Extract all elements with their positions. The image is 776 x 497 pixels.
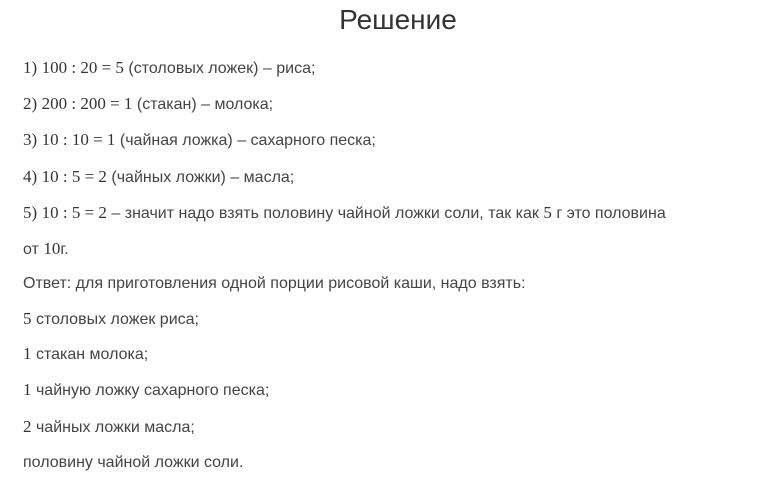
answer-item-1 [23,302,763,337]
answer-item-2 [23,336,763,372]
step-expression: 10 : 5 = 2 [41,166,107,186]
answer-text: стакан молока; [35,346,149,364]
answer-number: 2 [23,416,32,436]
step-number: 4) [23,166,38,186]
step-number: 1) [23,58,38,77]
solution-step-5 [23,195,763,231]
solution-body [23,50,763,481]
step-expression: 5 [543,202,552,222]
step-expression: 10 [43,238,61,258]
step-number: 5) [23,202,38,222]
answer-text: столовых ложек риса; [35,310,199,328]
step-text: (чайных ложки) – масла; [111,168,295,186]
step-text: – значит надо взять половину чайной ложки соли, так как [111,204,539,222]
step-text: (стакан) – молока; [136,96,274,114]
answer-item-5 [23,445,763,481]
step-text: (чайная ложка) – сахарного песка; [119,132,376,150]
answer-item-4 [23,409,763,445]
step-expression: 10 : 10 = 1 [41,130,116,150]
step-text: (столовых ложек) – риса; [128,60,316,77]
answer-text: чайных ложки масла; [35,418,195,436]
step-number: 3) [23,130,38,150]
answer-text: половину чайной ложки соли. [23,453,244,471]
solution-step-1 [23,50,763,86]
answer-item-3 [23,372,763,408]
solution-step-3 [23,122,763,158]
page-title: Решение [339,4,457,35]
solution-step-2 [23,86,763,122]
answer-intro: Ответ: для приготовления одной порции рисовой каши, надо взять: [23,275,526,293]
step-expression: 200 : 200 = 1 [41,94,133,114]
answer-number: 5 [23,308,32,328]
step-text: от [23,240,39,258]
answer-text: чайную ложку сахарного песка; [35,382,270,400]
step-text: г это половина [556,204,666,222]
step-text: г. [60,240,69,258]
solution-step-4 [23,159,763,195]
answer-number: 1 [23,344,32,364]
step-expression: 10 : 5 = 2 [41,202,107,222]
answer-number: 1 [23,380,32,400]
step-number: 2) [23,94,38,114]
solution-step-5-continuation [23,231,763,267]
step-expression: 100 : 20 = 5 [41,58,124,77]
